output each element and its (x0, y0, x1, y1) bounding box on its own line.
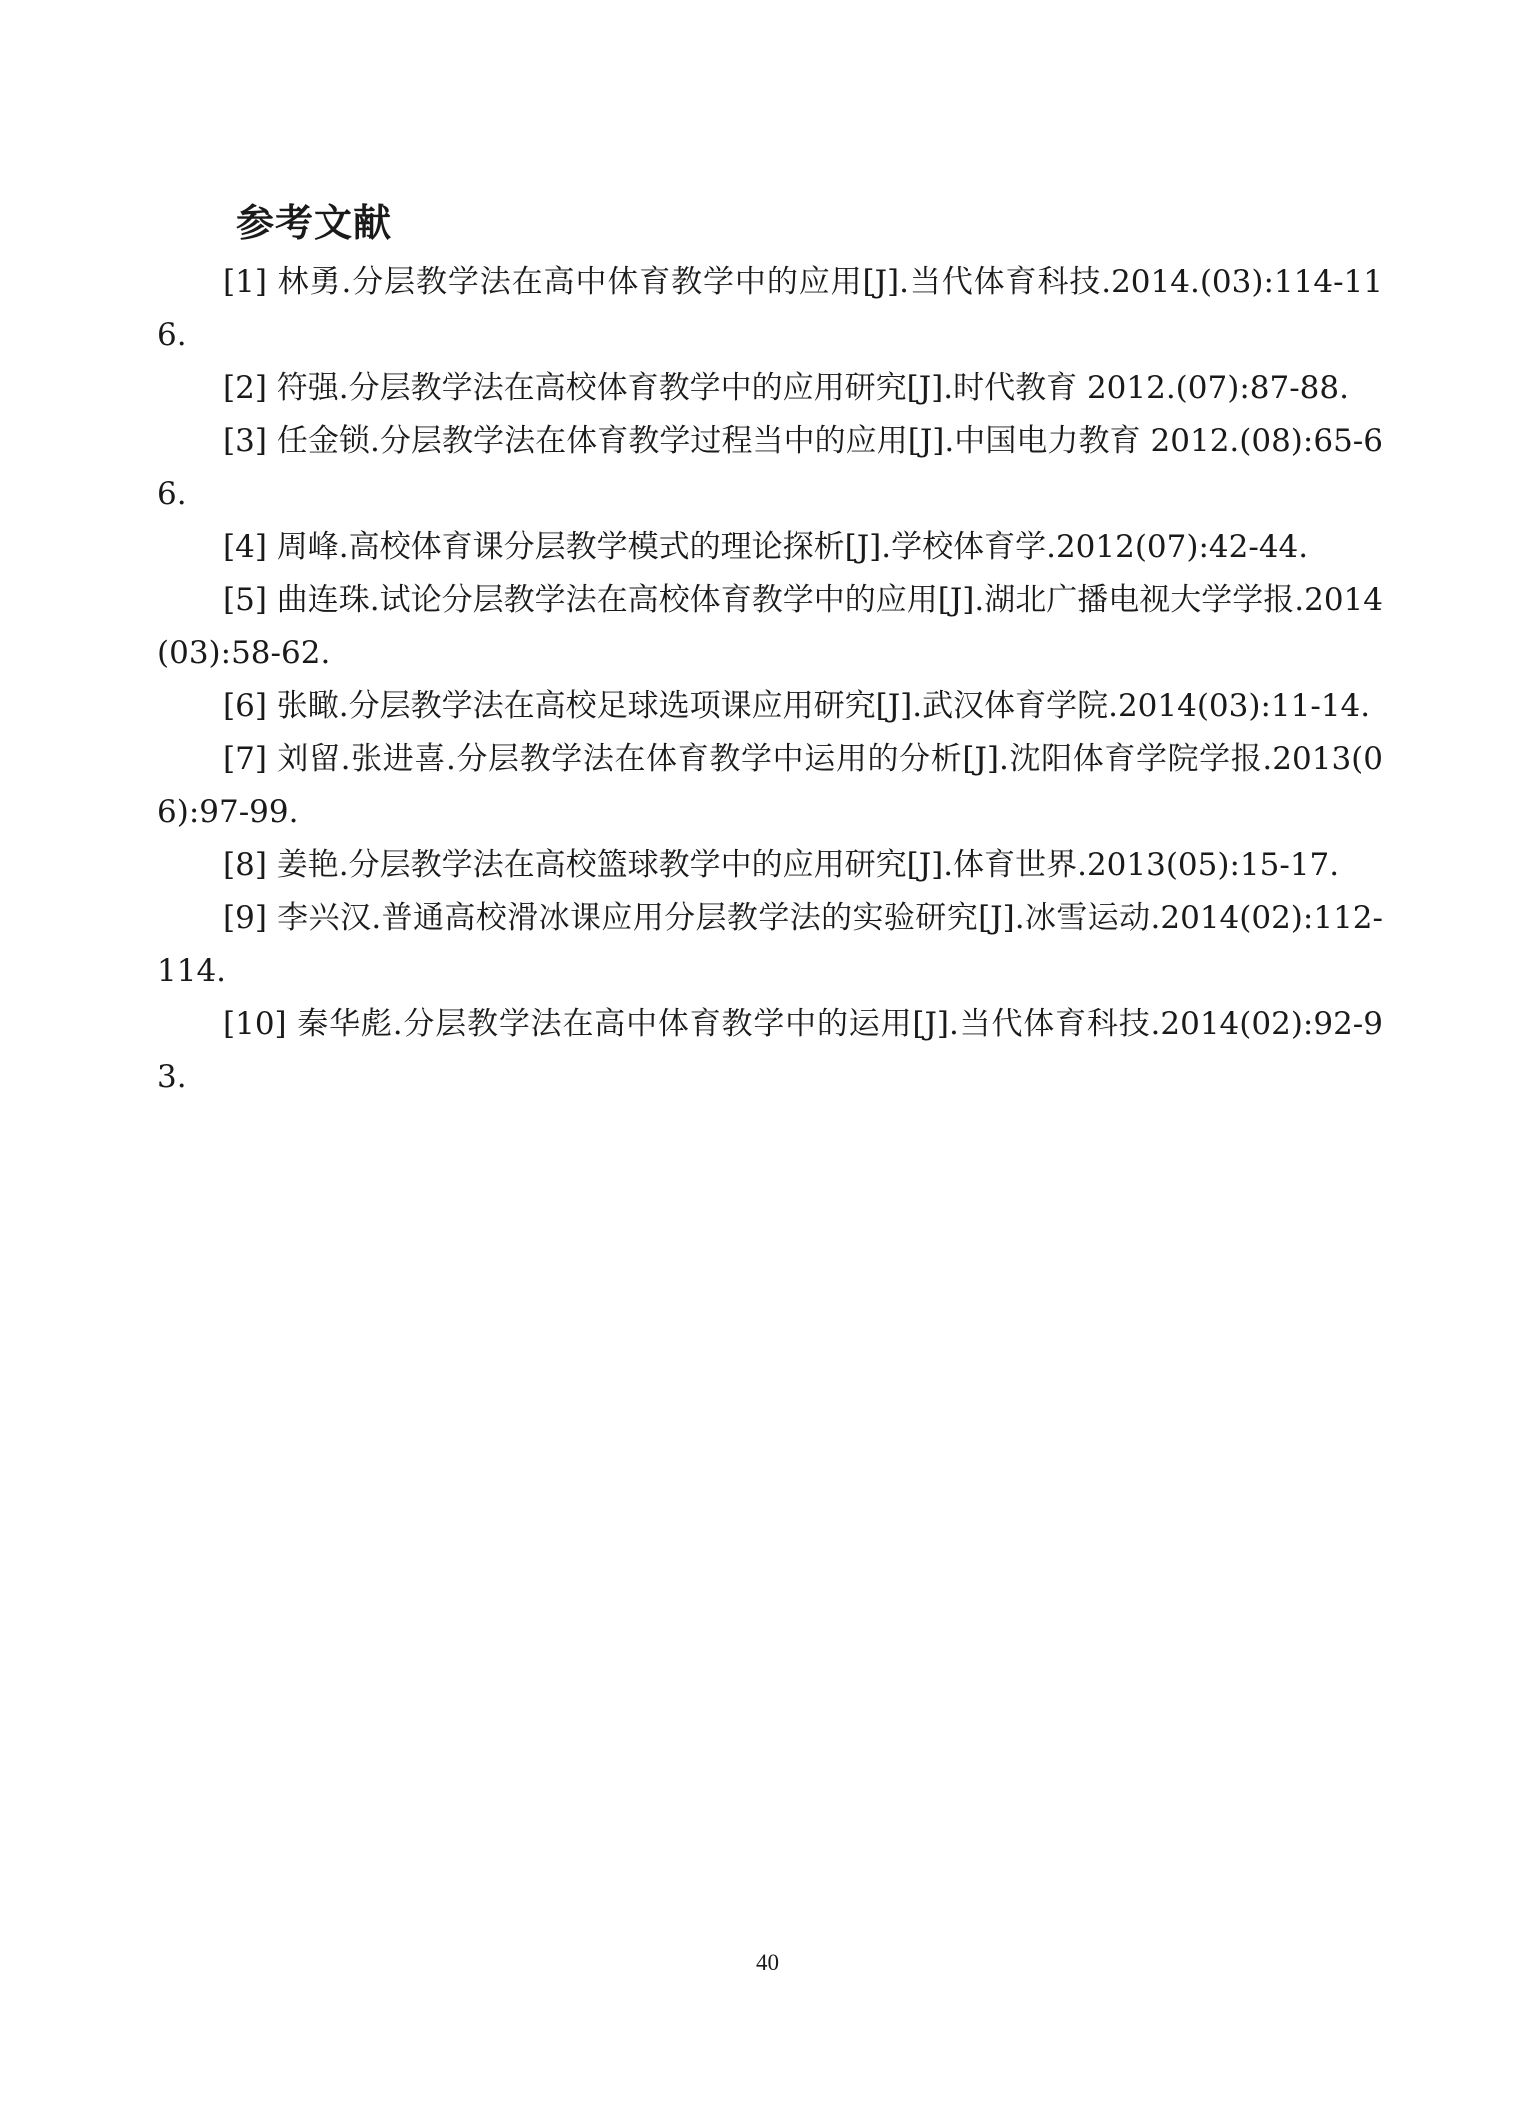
reference-item-3: [3] 任金锁.分层教学法在体育教学过程当中的应用[J].中国电力教育 2012.(08):65-66. (157, 423, 1383, 512)
reference-item-10: [10] 秦华彪.分层教学法在高中体育教学中的运用[J].当代体育科技.2014(02):92-93. (157, 1006, 1383, 1095)
reference-item-9: [9] 李兴汉.普通高校滑冰课应用分层教学法的实验研究[J].冰雪运动.2014(02):112-114. (157, 900, 1383, 989)
reference-item-2: [2] 符强.分层教学法在高校体育教学中的应用研究[J].时代教育 2012.(07):87-88. (223, 370, 1349, 406)
reference-item-7: [7] 刘留.张进喜.分层教学法在体育教学中运用的分析[J].沈阳体育学院学报.2013(06):97-99. (157, 741, 1383, 830)
references-heading: 参考文献 (236, 201, 393, 245)
reference-item-6: [6] 张瞰.分层教学法在高校足球选项课应用研究[J].武汉体育学院.2014(03):11-14. (223, 688, 1371, 724)
reference-item-4: [4] 周峰.高校体育课分层教学模式的理论探析[J].学校体育学.2012(07):42-44. (223, 529, 1309, 565)
reference-item-5: [5] 曲连珠.试论分层教学法在高校体育教学中的应用[J].湖北广播电视大学学报.2014(03):58-62. (157, 582, 1383, 671)
page-number: 40 (756, 1950, 779, 1975)
reference-item-8: [8] 姜艳.分层教学法在高校篮球教学中的应用研究[J].体育世界.2013(05):15-17. (223, 847, 1340, 883)
reference-item-1: [1] 林勇.分层教学法在高中体育教学中的应用[J].当代体育科技.2014.(03):114-116. (157, 264, 1383, 353)
reference-list (157, 256, 1383, 1104)
